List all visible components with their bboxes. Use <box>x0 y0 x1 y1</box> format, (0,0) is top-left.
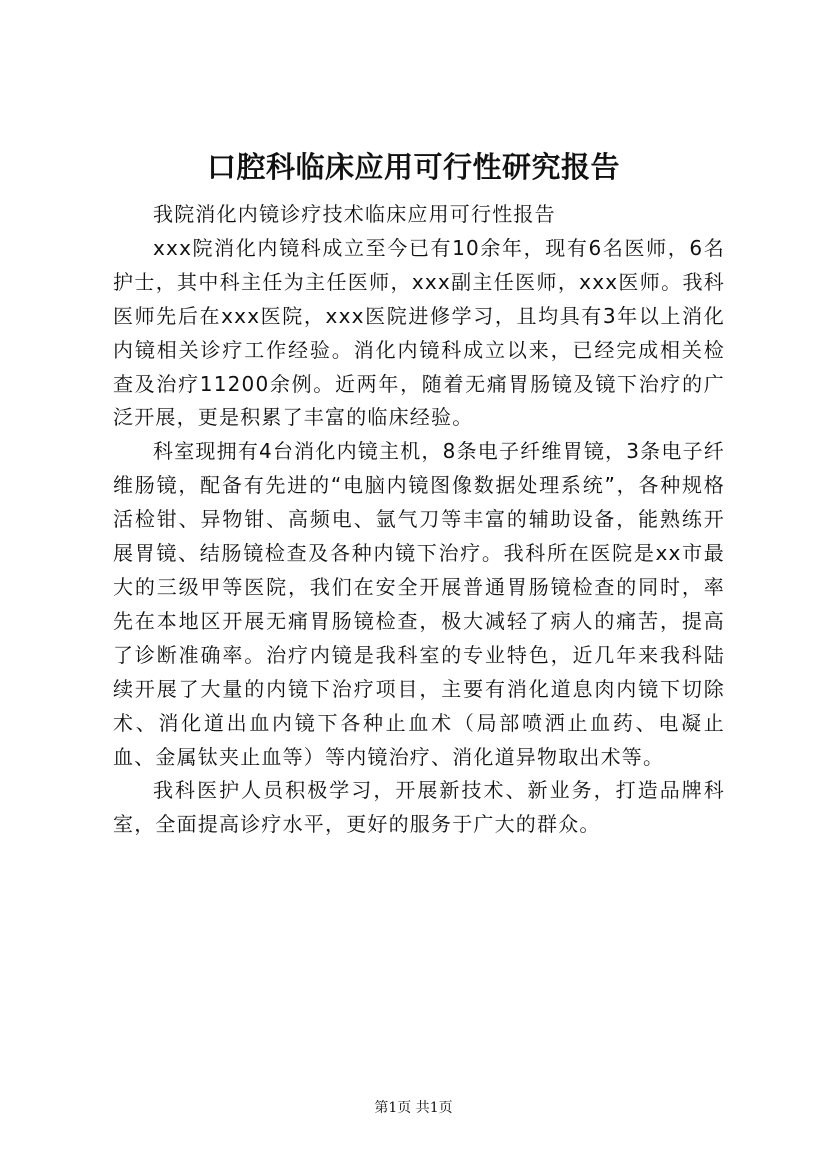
paragraph-subtitle: 我院消化内镜诊疗技术临床应用可行性报告 <box>153 202 556 226</box>
document-body <box>113 198 725 842</box>
document-title: 口腔科临床应用可行性研究报告 <box>206 150 620 184</box>
page-footer: 第1页 共1页 <box>374 1100 453 1116</box>
paragraph-closing: 我科医护人员积极学习，开展新技术、新业务，打造品牌科室，全面提高诊疗水平，更好的服务于广大的群众。 <box>113 778 725 837</box>
paragraph-equipment-and-services: 科室现拥有4台消化内镜主机，8条电子纤维胃镜，3条电子纤维肠镜，配备有先进的“电脑内镜图像数据处理系统”，各种规格活检钳、异物钳、高频电、氩气刀等丰富的辅助设备，能熟练开展胃镜、结肠镜检查及各种内镜下治疗。我科所在医院是xx市最大的三级甲等医院，我们在安全开展普通胃肠镜检查的同时，率先在本地区开展无痛胃肠镜检查，极大减轻了病人的痛苦，提高了诊断准确率。治疗内镜是我科室的专业特色，近几年来我科陆续开展了大量的内镜下治疗项目，主要有消化道息肉内镜下切除术、消化道出血内镜下各种止血术（局部喷洒止血药、电凝止血、金属钛夹止血等）等内镜治疗、消化道异物取出术等。 <box>113 439 725 769</box>
paragraph-department-overview: xxx院消化内镜科成立至今已有10余年，现有6名医师，6名护士，其中科主任为主任医师，xxx副主任医师，xxx医师。我科医师先后在xxx医院，xxx医院进修学习，且均具有3年以上消化内镜相关诊疗工作经验。消化内镜科成立以来，已经完成相关检查及治疗11200余例。近两年，随着无痛胃肠镜及镜下治疗的广泛开展，更是积累了丰富的临床经验。 <box>113 235 725 430</box>
